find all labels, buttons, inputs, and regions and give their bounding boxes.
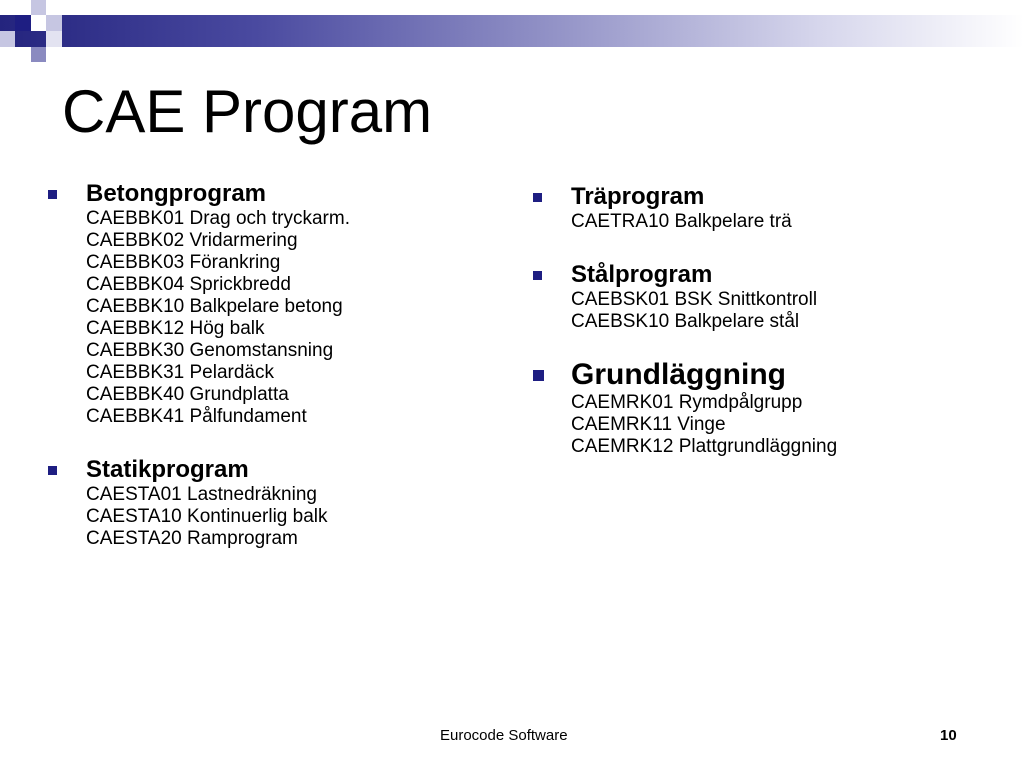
bullet-square-icon — [533, 193, 542, 202]
list-item: CAEBSK10 Balkpelare stål — [571, 311, 800, 332]
section-heading: Grundläggning — [571, 358, 786, 391]
list-item: CAESTA01 Lastnedräkning — [86, 484, 317, 505]
list-item: CAEBBK41 Pålfundament — [86, 406, 307, 427]
list-item: CAEBBK03 Förankring — [86, 252, 281, 273]
header-square-white — [31, 15, 46, 31]
section-statikprogram — [48, 456, 488, 550]
bullet-square-icon — [533, 271, 542, 280]
list-item: CAEBBK01 Drag och tryckarm. — [86, 208, 350, 229]
section-heading: Träprogram — [571, 183, 705, 210]
header-square-light — [31, 0, 46, 15]
section-traprogram — [533, 183, 993, 233]
list-item: CAETRA10 Balkpelare trä — [571, 211, 792, 232]
bullet-square-icon — [533, 370, 544, 381]
bullet-square-icon — [48, 190, 57, 199]
item-list — [86, 484, 488, 550]
header-square-medium — [31, 47, 46, 62]
list-item: CAEBBK40 Grundplatta — [86, 384, 289, 405]
header-square-navy — [15, 15, 31, 31]
list-item: CAESTA10 Kontinuerlig balk — [86, 506, 328, 527]
section-betongprogram — [48, 180, 488, 428]
section-heading: Stålprogram — [571, 261, 713, 288]
list-item: CAEBBK12 Hög balk — [86, 318, 265, 339]
section-heading: Statikprogram — [86, 456, 249, 483]
bullet-square-icon — [48, 466, 57, 475]
list-item: CAEMRK01 Rymdpålgrupp — [571, 392, 803, 413]
section-grundlaggning — [533, 358, 993, 458]
item-list — [571, 392, 993, 458]
list-item: CAEBBK02 Vridarmering — [86, 230, 298, 251]
item-list — [571, 211, 993, 233]
item-list — [86, 208, 488, 428]
list-item: CAEBBK31 Pelardäck — [86, 362, 274, 383]
right-column — [533, 183, 993, 458]
list-item: CAESTA20 Ramprogram — [86, 528, 298, 549]
list-item: CAEBBK10 Balkpelare betong — [86, 296, 343, 317]
page-number: 10 — [940, 727, 957, 744]
list-item: CAEMRK11 Vinge — [571, 414, 726, 435]
header-square-light — [0, 31, 15, 47]
header-gradient-band — [0, 15, 1024, 47]
section-heading: Betongprogram — [86, 180, 266, 207]
item-list — [571, 289, 993, 333]
list-item: CAEMRK12 Plattgrundläggning — [571, 436, 838, 457]
list-item: CAEBSK01 BSK Snittkontroll — [571, 289, 818, 310]
header-square-pale — [46, 31, 62, 47]
header-square-light — [46, 15, 62, 31]
list-item: CAEBBK04 Sprickbredd — [86, 274, 291, 295]
section-stalprogram — [533, 261, 993, 333]
left-column — [48, 180, 488, 550]
list-item: CAEBBK30 Genomstansning — [86, 340, 334, 361]
slide-title: CAE Program — [62, 78, 433, 145]
footer-text: Eurocode Software — [440, 727, 568, 744]
